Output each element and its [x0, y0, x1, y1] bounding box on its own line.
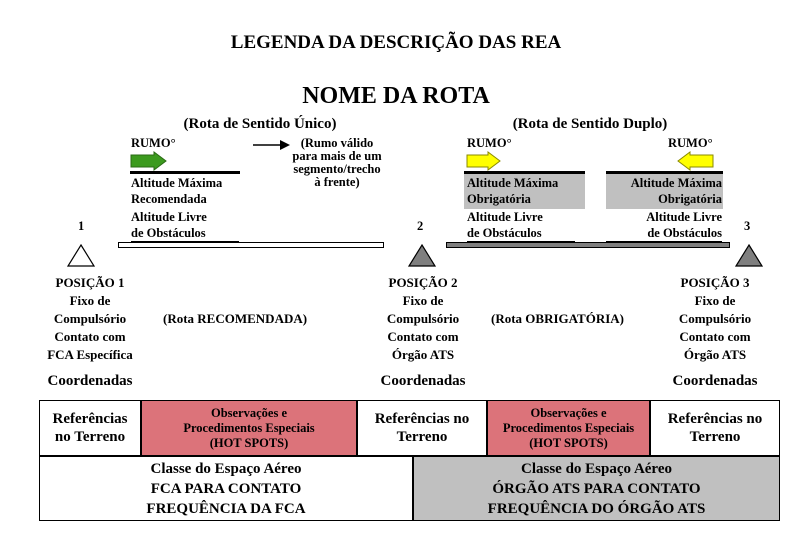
double-rumo-right-arrow-icon — [676, 152, 720, 172]
triangle-1-icon — [67, 244, 97, 268]
point-3-number: 3 — [744, 219, 751, 233]
single-rumo-label: RUMO° — [131, 136, 176, 150]
coordinates-2: Coordenadas — [380, 373, 466, 389]
point-2-number: 2 — [417, 219, 424, 233]
ref-terrain-cell-1: Referências no Terreno — [39, 400, 141, 456]
airspace-class-right: Classe do Espaço Aéreo ÓRGÃO ATS PARA CONTATO FREQUÊNCIA DO ÓRGÃO ATS — [413, 456, 780, 521]
ref-terrain-cell-2: Referências no Terreno — [357, 400, 487, 456]
legend-title: LEGENDA DA DESCRIÇÃO DAS REA — [230, 32, 562, 53]
double-alt-free-right: Altitude Livre de Obstáculos — [606, 209, 722, 244]
double-alt-max-right: Altitude Máxima Obrigatória — [630, 176, 722, 206]
hot-spots-cell-2: Observações e Procedimentos Especiais (HOT SPOTS) — [487, 400, 650, 456]
double-alt-max-left: Altitude Máxima Obrigatória — [467, 176, 559, 206]
route-name: NOME DA ROTA — [302, 83, 490, 109]
triangle-2-icon — [408, 244, 438, 268]
double-alt-free-left: Altitude Livre de Obstáculos — [467, 209, 575, 244]
single-alt-max: Altitude Máxima Recomendada — [131, 176, 223, 206]
coordinates-3: Coordenadas — [672, 373, 758, 389]
double-rumo-left-label: RUMO° — [467, 136, 512, 150]
position-3: POSIÇÃO 3 Fixo de Compulsório Contato com Órgão ATS — [678, 275, 752, 362]
position-2: POSIÇÃO 2 Fixo de Compulsório Contato com Órgão ATS — [386, 275, 460, 362]
single-rumo-arrow-icon — [130, 152, 170, 172]
point-1-number: 1 — [78, 219, 85, 233]
single-way-header: (Rota de Sentido Único) — [183, 116, 337, 132]
single-alt-free: Altitude Livre de Obstáculos — [131, 209, 239, 244]
single-alt-max-bar — [130, 171, 240, 174]
double-way-header: (Rota de Sentido Duplo) — [512, 116, 668, 132]
ref-terrain-cell-3: Referências no Terreno — [650, 400, 780, 456]
position-1: POSIÇÃO 1 Fixo de Compulsório Contato com FCA Específica — [47, 275, 133, 362]
recommended-route-bar — [118, 242, 384, 248]
route-recommended-label: (Rota RECOMENDADA) — [163, 311, 308, 326]
hot-spots-cell-1: Observações e Procedimentos Especiais (HOT SPOTS) — [141, 400, 357, 456]
triangle-3-icon — [735, 244, 765, 268]
mandatory-route-bar — [446, 242, 730, 248]
airspace-class-left: Classe do Espaço Aéreo FCA PARA CONTATO FREQUÊNCIA DA FCA — [39, 456, 413, 521]
double-rumo-right-label: RUMO° — [668, 136, 713, 150]
route-mandatory-label: (Rota OBRIGATÓRIA) — [491, 311, 625, 326]
rumo-note: (Rumo válido para mais de um segmento/trecho à frente) — [292, 136, 382, 189]
double-rumo-left-arrow-icon — [466, 152, 506, 172]
coordinates-1: Coordenadas — [47, 373, 133, 389]
